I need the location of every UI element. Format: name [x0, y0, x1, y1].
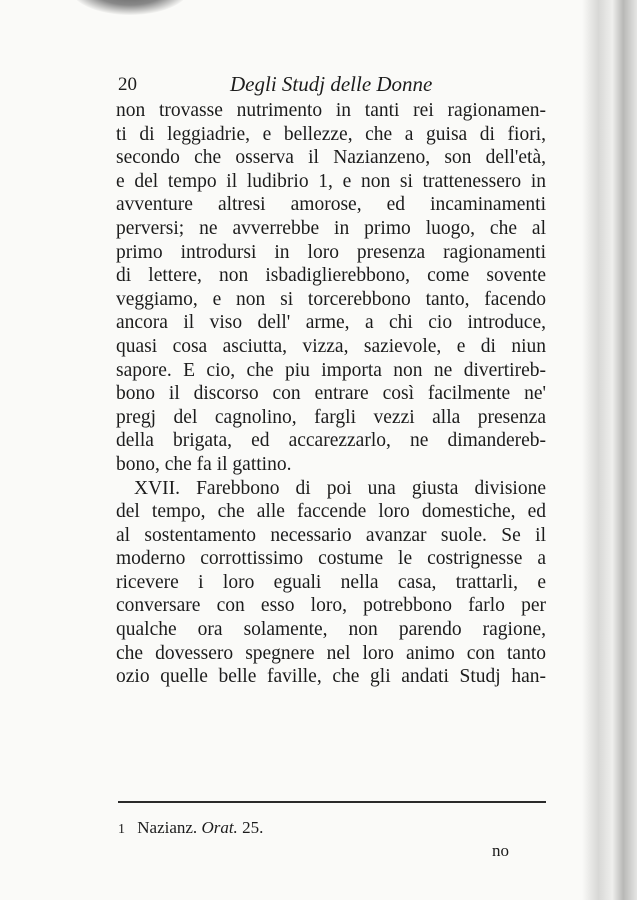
footnote-italic: Orat. [201, 818, 238, 837]
text-line: ancora il viso dell' arme, a chi cio introduce, [116, 312, 546, 334]
text-line: ti di leggiadrie, e bellezze, che a guisa di fiori, [116, 123, 546, 145]
text-line: del tempo, che alle faccende loro domestiche, ed [116, 501, 546, 523]
text-line: moderno corrottissimo costume le costrignesse a [116, 548, 546, 570]
text-line: veggiamo, e non si torcerebbono tanto, facendo [116, 288, 546, 310]
footnote-marker: 1 [118, 822, 125, 837]
page-number: 20 [118, 74, 137, 95]
text-line: e del tempo il ludibrio 1, e non si trattenessero in [116, 170, 546, 192]
text-line: che dovessero spegnere nel loro animo con tanto [116, 642, 546, 664]
page-edge-shadow [582, 0, 637, 900]
text-line: conversare con esso loro, potrebbono farlo per [116, 595, 546, 617]
page-header [116, 72, 546, 102]
text-line: bono il discorso con entrare così facilmente ne' [116, 383, 546, 405]
text-line: avventure altresi amorose, ed incaminamenti [116, 194, 546, 216]
text-line: pregj del cagnolino, fargli vezzi alla presenza [116, 406, 546, 428]
footnote-rule [118, 801, 546, 803]
paragraph-start-line: XVII. Farebbono di poi una giusta divisione [134, 477, 546, 499]
text-line: di lettere, non isbadiglierebbono, come sovente [116, 265, 546, 287]
text-line: quasi cosa asciutta, vizza, sazievole, e di niun [116, 335, 546, 357]
text-line: non trovasse nutrimento in tanti rei ragionamen- [116, 100, 546, 121]
text-line: della brigata, ed accarezzarlo, ne dimandereb- [116, 430, 546, 452]
running-title: Degli Studj delle Donne [230, 72, 433, 96]
body-text [116, 99, 546, 689]
text-line: ozio quelle belle faville, che gli andati Studj han- [116, 666, 546, 688]
text-line: primo introdursi in loro presenza ragionamenti [116, 241, 546, 263]
text-line: bono, che fa il gattino. [116, 453, 292, 475]
text-line: perversi; ne avverrebbe in primo luogo, che al [116, 217, 546, 239]
text-line: secondo che osserva il Nazianzeno, son dell'età, [116, 147, 546, 169]
catchword: no [492, 841, 509, 860]
footnote [118, 818, 263, 838]
footnote-ref: 25. [242, 818, 264, 837]
text-line: ricevere i loro eguali nella casa, trattarli, e [116, 571, 546, 593]
text-line: qualche ora solamente, non parendo ragione, [116, 619, 546, 641]
text-line: sapore. E cio, che piu importa non ne divertireb- [116, 359, 546, 381]
footnote-text: Nazianz. [137, 818, 198, 837]
text-line: al sostentamento necessario avanzar suole. Se il [116, 524, 546, 546]
